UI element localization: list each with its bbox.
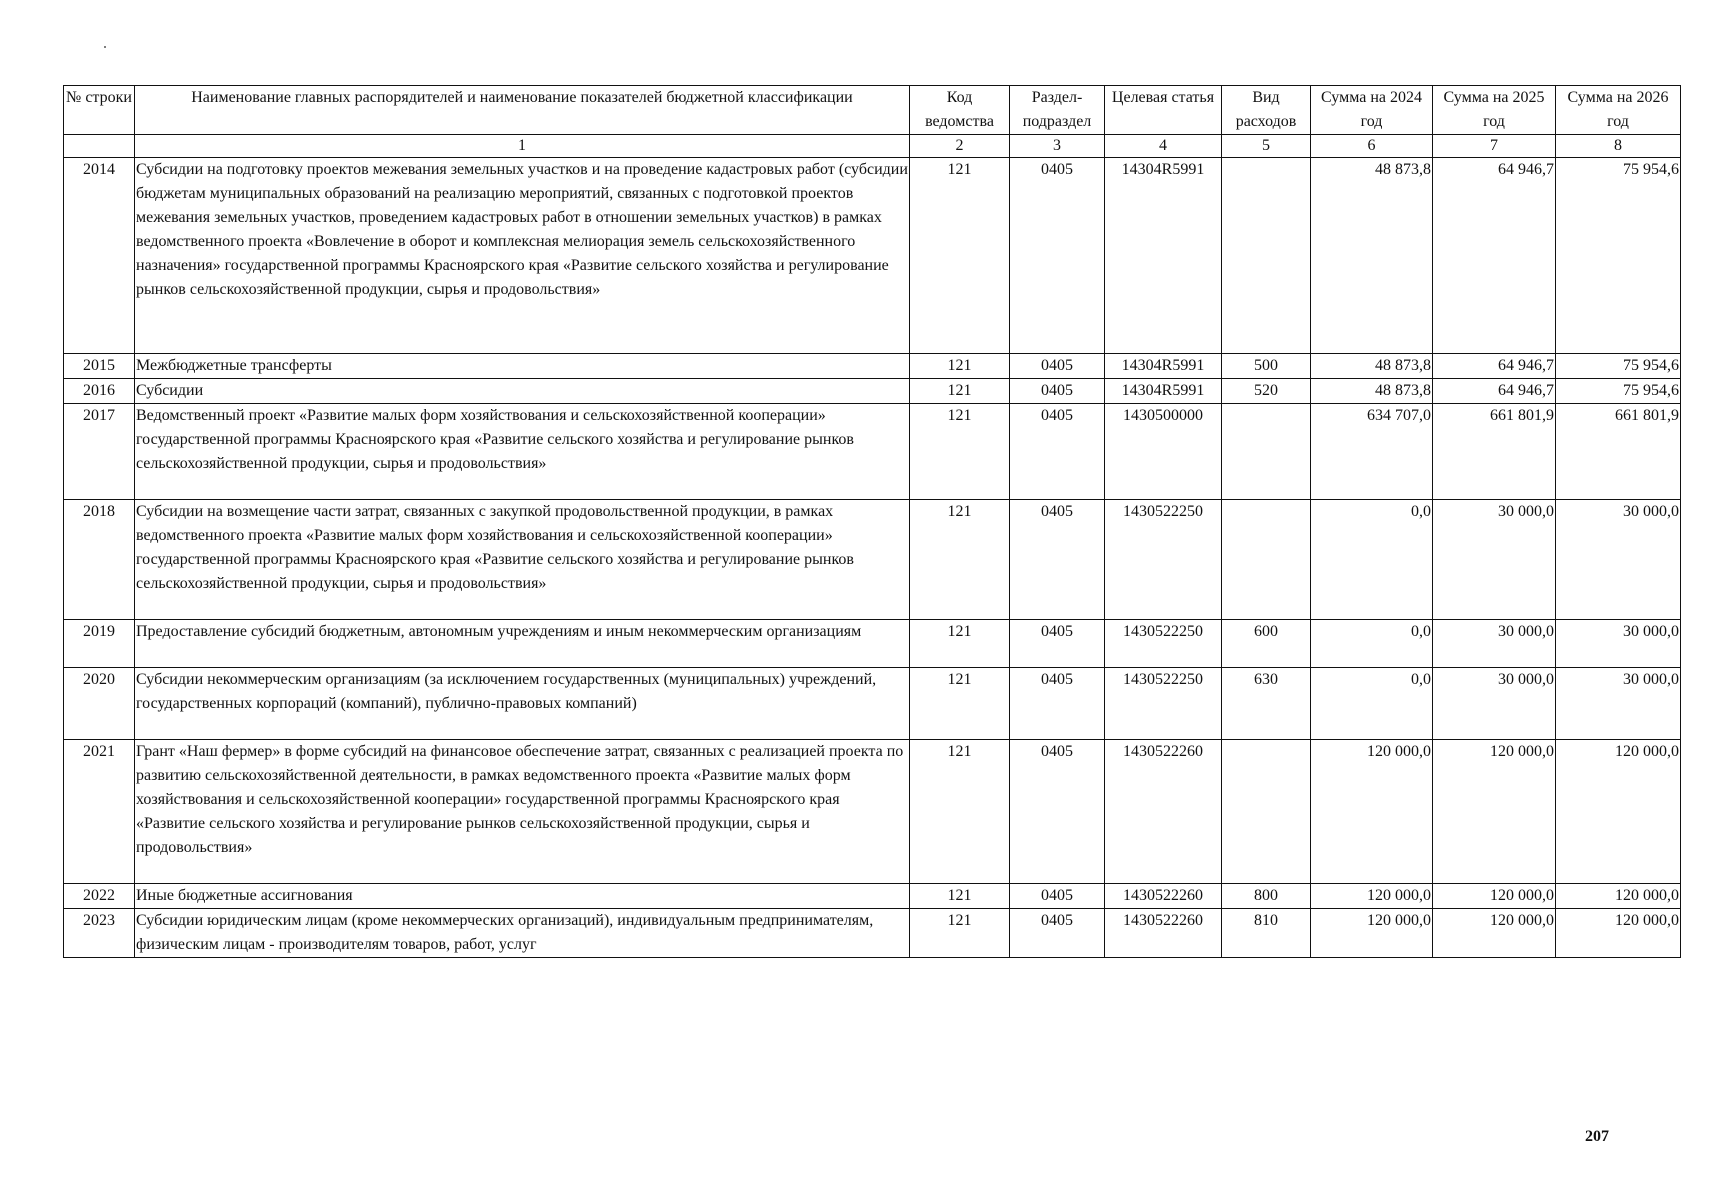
row-number: 2017	[64, 404, 135, 500]
budget-table	[63, 85, 1681, 958]
expense-type: 520	[1222, 379, 1311, 404]
page-number: 207	[1585, 1128, 1609, 1145]
section-code: 0405	[1010, 354, 1105, 379]
dept-code: 121	[910, 500, 1010, 620]
sum-2026: 30 000,0	[1556, 500, 1681, 620]
dept-code: 121	[910, 909, 1010, 958]
dept-code: 121	[910, 740, 1010, 884]
table-row	[64, 354, 1681, 379]
sum-2025: 120 000,0	[1433, 884, 1556, 909]
sum-2025: 30 000,0	[1433, 500, 1556, 620]
sum-2024: 48 873,8	[1311, 158, 1433, 354]
column-number: 4	[1105, 135, 1222, 158]
row-name: Субсидии на возмещение части затрат, связанных с закупкой продовольственной продукции, в рамках ведомственного проекта «Развитие малых форм хозяйствования и сельскохозяйственной кооперации» государственной программы Красноярского края «Развитие сельского хозяйства и регулирование рынков сельскохозяйственной продукции, сырья и продовольствия»	[135, 500, 910, 620]
section-code: 0405	[1010, 668, 1105, 740]
header-target-item: Целевая статья	[1105, 86, 1222, 135]
sum-2026: 75 954,6	[1556, 379, 1681, 404]
expense-type	[1222, 404, 1311, 500]
section-code: 0405	[1010, 909, 1105, 958]
sum-2025: 64 946,7	[1433, 379, 1556, 404]
sum-2024: 634 707,0	[1311, 404, 1433, 500]
row-name: Иные бюджетные ассигнования	[135, 884, 910, 909]
header-expense-type: Вид расходов	[1222, 86, 1311, 135]
row-number: 2015	[64, 354, 135, 379]
sum-2026: 120 000,0	[1556, 909, 1681, 958]
row-name: Субсидии некоммерческим организациям (за исключением государственных (муниципальных) учреждений, государственных корпораций (компаний), публично-правовых компаний)	[135, 668, 910, 740]
dept-code: 121	[910, 404, 1010, 500]
sum-2026: 75 954,6	[1556, 158, 1681, 354]
column-number: 5	[1222, 135, 1311, 158]
expense-type: 500	[1222, 354, 1311, 379]
sum-2025: 64 946,7	[1433, 158, 1556, 354]
column-number: 6	[1311, 135, 1433, 158]
sum-2025: 30 000,0	[1433, 668, 1556, 740]
sum-2026: 30 000,0	[1556, 620, 1681, 668]
header-section: Раздел-подраздел	[1010, 86, 1105, 135]
target-item: 14304R5991	[1105, 379, 1222, 404]
column-number: 3	[1010, 135, 1105, 158]
table-row	[64, 740, 1681, 884]
sum-2024: 0,0	[1311, 500, 1433, 620]
sum-2024: 48 873,8	[1311, 354, 1433, 379]
scan-speck	[104, 46, 106, 48]
row-number: 2021	[64, 740, 135, 884]
sum-2024: 120 000,0	[1311, 909, 1433, 958]
table-row	[64, 500, 1681, 620]
sum-2026: 120 000,0	[1556, 740, 1681, 884]
header-dept-code: Код ведомства	[910, 86, 1010, 135]
row-name: Предоставление субсидий бюджетным, автономным учреждениям и иным некоммерческим организациям	[135, 620, 910, 668]
column-number: 2	[910, 135, 1010, 158]
section-code: 0405	[1010, 379, 1105, 404]
table-row	[64, 884, 1681, 909]
sum-2025: 64 946,7	[1433, 354, 1556, 379]
target-item: 1430522250	[1105, 668, 1222, 740]
row-name: Ведомственный проект «Развитие малых форм хозяйствования и сельскохозяйственной кооперации» государственной программы Красноярского края «Развитие сельского хозяйства и регулирование рынков сельскохозяйственной продукции, сырья и продовольствия»	[135, 404, 910, 500]
sum-2026: 661 801,9	[1556, 404, 1681, 500]
dept-code: 121	[910, 158, 1010, 354]
column-number: 7	[1433, 135, 1556, 158]
header-name: Наименование главных распорядителей и наименование показателей бюджетной классификации	[135, 86, 910, 135]
expense-type: 810	[1222, 909, 1311, 958]
row-number: 2023	[64, 909, 135, 958]
sum-2024: 120 000,0	[1311, 884, 1433, 909]
row-number: 2019	[64, 620, 135, 668]
target-item: 1430522260	[1105, 740, 1222, 884]
row-number: 2016	[64, 379, 135, 404]
row-name: Субсидии на подготовку проектов межевания земельных участков и на проведение кадастровых работ (субсидии бюджетам муниципальных образований на реализацию мероприятий, связанных с подготовкой проектов межевания земельных участков, проведением кадастровых работ в отношении земельных участков) в рамках ведомственного проекта «Вовлечение в оборот и комплексная мелиорация земель сельскохозяйственного назначения» государственной программы Красноярского края «Развитие сельского хозяйства и регулирование рынков сельскохозяйственной продукции, сырья и продовольствия»	[135, 158, 910, 354]
row-name: Субсидии юридическим лицам (кроме некоммерческих организаций), индивидуальным предпринимателям, физическим лицам - производителям товаров, работ, услуг	[135, 909, 910, 958]
dept-code: 121	[910, 884, 1010, 909]
section-code: 0405	[1010, 158, 1105, 354]
dept-code: 121	[910, 354, 1010, 379]
target-item: 1430522250	[1105, 620, 1222, 668]
sum-2026: 120 000,0	[1556, 884, 1681, 909]
table-row	[64, 668, 1681, 740]
header-sum-2025: Сумма на 2025 год	[1433, 86, 1556, 135]
target-item: 1430522250	[1105, 500, 1222, 620]
sum-2025: 120 000,0	[1433, 740, 1556, 884]
sum-2025: 661 801,9	[1433, 404, 1556, 500]
row-name: Грант «Наш фермер» в форме субсидий на финансовое обеспечение затрат, связанных с реализацией проекта по развитию сельскохозяйственной деятельности, в рамках ведомственного проекта «Развитие малых форм хозяйствования и сельскохозяйственной кооперации» государственной программы Красноярского края «Развитие сельского хозяйства и регулирование рынков сельскохозяйственной продукции, сырья и продовольствия»	[135, 740, 910, 884]
table-row	[64, 158, 1681, 354]
sum-2026: 30 000,0	[1556, 668, 1681, 740]
column-numbers-row	[64, 135, 1681, 158]
sum-2024: 120 000,0	[1311, 740, 1433, 884]
expense-type	[1222, 500, 1311, 620]
dept-code: 121	[910, 668, 1010, 740]
header-sum-2024: Сумма на 2024 год	[1311, 86, 1433, 135]
sum-2025: 30 000,0	[1433, 620, 1556, 668]
target-item: 1430522260	[1105, 909, 1222, 958]
header-sum-2026: Сумма на 2026 год	[1556, 86, 1681, 135]
table-row	[64, 379, 1681, 404]
section-code: 0405	[1010, 740, 1105, 884]
table-header-row	[64, 86, 1681, 135]
section-code: 0405	[1010, 884, 1105, 909]
column-number: 8	[1556, 135, 1681, 158]
row-number: 2018	[64, 500, 135, 620]
table-row	[64, 909, 1681, 958]
expense-type: 630	[1222, 668, 1311, 740]
expense-type	[1222, 740, 1311, 884]
table-row	[64, 620, 1681, 668]
target-item: 1430522260	[1105, 884, 1222, 909]
column-number	[64, 135, 135, 158]
section-code: 0405	[1010, 620, 1105, 668]
column-number: 1	[135, 135, 910, 158]
expense-type	[1222, 158, 1311, 354]
target-item: 14304R5991	[1105, 354, 1222, 379]
header-row-number: № строки	[64, 86, 135, 135]
sum-2024: 48 873,8	[1311, 379, 1433, 404]
dept-code: 121	[910, 379, 1010, 404]
section-code: 0405	[1010, 404, 1105, 500]
row-name: Субсидии	[135, 379, 910, 404]
row-number: 2020	[64, 668, 135, 740]
target-item: 1430500000	[1105, 404, 1222, 500]
sum-2026: 75 954,6	[1556, 354, 1681, 379]
sum-2024: 0,0	[1311, 668, 1433, 740]
target-item: 14304R5991	[1105, 158, 1222, 354]
expense-type: 800	[1222, 884, 1311, 909]
dept-code: 121	[910, 620, 1010, 668]
sum-2025: 120 000,0	[1433, 909, 1556, 958]
section-code: 0405	[1010, 500, 1105, 620]
sum-2024: 0,0	[1311, 620, 1433, 668]
table-row	[64, 404, 1681, 500]
row-number: 2022	[64, 884, 135, 909]
row-name: Межбюджетные трансферты	[135, 354, 910, 379]
row-number: 2014	[64, 158, 135, 354]
expense-type: 600	[1222, 620, 1311, 668]
